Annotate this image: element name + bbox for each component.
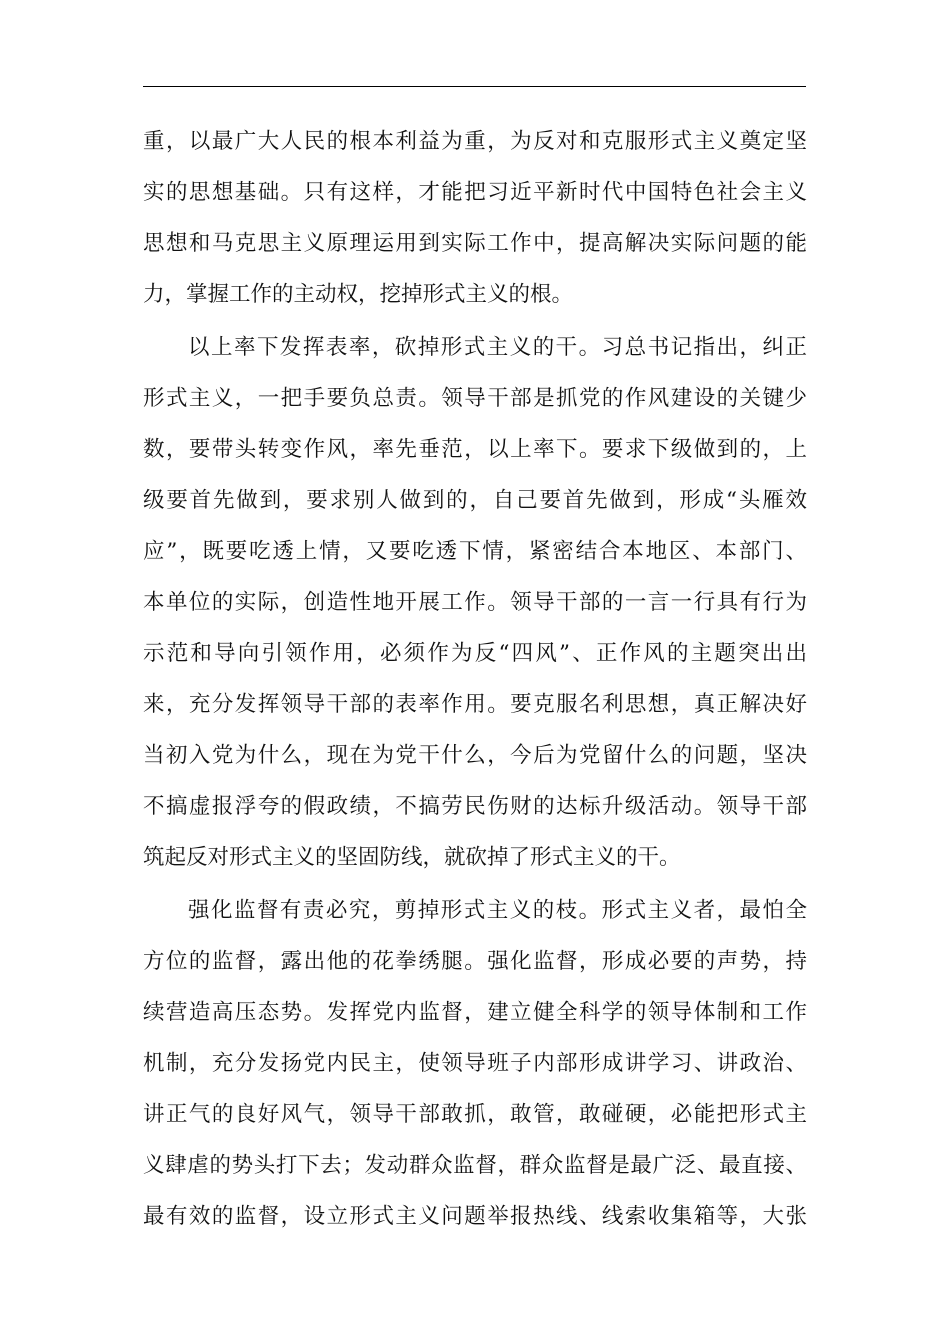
text-line: 最有效的监督，设立形式主义问题举报热线、线索收集箱等，大张 xyxy=(143,1204,807,1229)
text-line: 续营造高压态势。发挥党内监督，建立健全科学的领导体制和工作 xyxy=(143,1000,807,1025)
text-line: 方位的监督，露出他的花拳绣腿。强化监督，形成必要的声势，持 xyxy=(143,949,807,974)
text-line: 力，掌握工作的主动权，挖掉形式主义的根。 xyxy=(143,282,574,307)
text-line: 讲正气的良好风气，领导干部敢抓，敢管，敢碰硬，必能把形式主 xyxy=(143,1102,807,1127)
text-line: 来，充分发挥领导干部的表率作用。要克服名利思想，真正解决好 xyxy=(143,692,807,717)
text-line: 当初入党为什么，现在为党干什么，今后为党留什么的问题，坚决 xyxy=(143,743,807,768)
text-line: 数，要带头转变作风，率先垂范，以上率下。要求下级做到的，上 xyxy=(143,437,807,462)
text-line: 实的思想基础。只有这样，才能把习近平新时代中国特色社会主义 xyxy=(143,180,807,205)
text-line: 筑起反对形式主义的坚固防线，就砍掉了形式主义的干。 xyxy=(143,845,681,870)
body-text xyxy=(143,116,807,1242)
text-line: 形式主义，一把手要负总责。领导干部是抓党的作风建设的关键少 xyxy=(143,386,807,411)
text-line: 本单位的实际，创造性地开展工作。领导干部的一言一行具有行为 xyxy=(143,590,807,615)
header-rule xyxy=(143,86,806,87)
text-line: 以上率下发挥表率，砍掉形式主义的干。习总书记指出，纠正 xyxy=(188,335,807,360)
text-line: 强化监督有责必究，剪掉形式主义的枝。形式主义者，最怕全 xyxy=(188,898,807,923)
text-line: 机制，充分发扬党内民主，使领导班子内部形成讲学习、讲政治、 xyxy=(143,1051,807,1076)
text-line: 不搞虚报浮夸的假政绩，不搞劳民伤财的达标升级活动。领导干部 xyxy=(143,794,807,819)
text-line: 级要首先做到，要求别人做到的，自己要首先做到，形成“头雁效 xyxy=(143,488,807,513)
text-line: 义肆虐的势头打下去；发动群众监督，群众监督是最广泛、最直接、 xyxy=(143,1153,807,1178)
text-line: 应”，既要吃透上情，又要吃透下情，紧密结合本地区、本部门、 xyxy=(143,539,807,564)
text-line: 重，以最广大人民的根本利益为重，为反对和克服形式主义奠定坚 xyxy=(143,129,807,154)
text-line: 思想和马克思主义原理运用到实际工作中，提高解决实际问题的能 xyxy=(143,231,807,256)
text-line: 示范和导向引领作用，必须作为反“四风”、正作风的主题突出出 xyxy=(143,641,807,666)
